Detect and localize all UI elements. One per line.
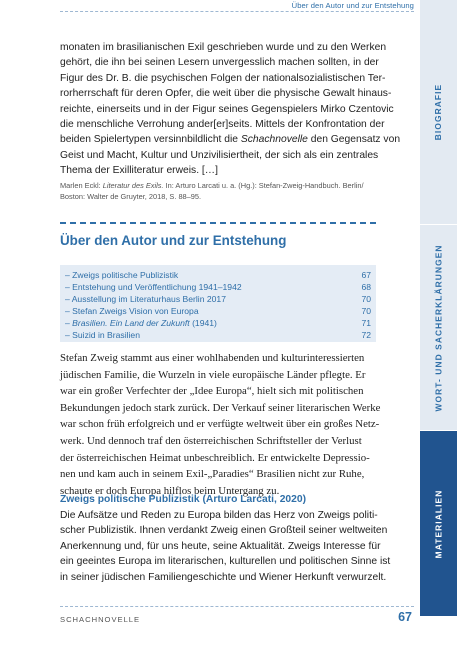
text-line: nen und kam auch in seinem Exil-„Paradies“ Brasilien nicht zur Ruhe, — [60, 468, 365, 481]
page-number: 67 — [398, 610, 412, 624]
quote-paragraph — [60, 40, 404, 179]
chapter-sidebar — [420, 0, 457, 648]
text-line: Anerkennung und, für uns heute, seine Aktualität. Zweigs Interesse für — [60, 540, 381, 552]
text-line: Bekundungen jedoch stark zurück. Der Verkauf seiner literarischen Werke — [60, 401, 381, 414]
toc-item-title: – Suizid in Brasilien — [65, 330, 140, 340]
toc-year: (1941) — [189, 318, 217, 328]
toc-item[interactable] — [65, 270, 371, 282]
toc-dash: – — [65, 318, 73, 328]
toc-item-page: 68 — [361, 282, 371, 292]
tab-materialien-label: MATERIALIEN — [433, 489, 444, 558]
footer-book-title: SCHACHNOVELLE — [60, 615, 141, 624]
text-line: reichte, einerseits und in der Figur seines Gegenspielers Mirko Czentovic — [60, 103, 394, 115]
toc-item-title — [65, 318, 217, 328]
text-line: scher Publizistik. Ihnen verdankt Zweig einen Großteil seiner weltweiten — [60, 525, 388, 537]
intro-paragraph — [60, 350, 404, 499]
text-line: in seiner jüdischen Familiengeschichte und Wiener Herkunft verwurzelt. — [60, 571, 387, 583]
citation-title: Literatur des Exils. — [102, 181, 164, 190]
toc-item[interactable] — [65, 306, 371, 318]
text-line: Die Aufsätze und Reden zu Europa bilden das Herz von Zweigs politi- — [60, 510, 378, 521]
section-divider — [60, 222, 376, 224]
toc-item[interactable] — [65, 318, 371, 330]
toc-item-page: 67 — [361, 270, 371, 280]
work-title: Schachnovelle — [240, 134, 308, 146]
tab-wort-label: WORT- UND SACHERKLÄRUNGEN — [433, 243, 444, 412]
toc-item-page: 72 — [361, 330, 371, 340]
text-fragment: den Gegensatz von — [307, 134, 401, 146]
text-line: der österreichischen Heimat unbeschreiblich. Er entwickelte Depressio- — [60, 451, 370, 464]
toc-item-page: 70 — [361, 294, 371, 304]
tab-wort-und-sacherklaerungen[interactable] — [420, 225, 457, 430]
text-line: war ein großer Verfechter der „Idee Europa“, hielt sich mit politischen — [60, 385, 364, 398]
toc-item[interactable] — [65, 330, 371, 342]
citation-line: Boston: Walter de Gruyter, 2018, S. 88–95. — [60, 192, 202, 201]
toc-item-title: – Stefan Zweigs Vision von Europa — [65, 306, 199, 316]
header-divider — [60, 11, 414, 12]
toc-item-title: – Zweigs politische Publizistik — [65, 270, 179, 280]
toc-item-page: 71 — [361, 318, 371, 328]
tab-biografie[interactable] — [420, 0, 457, 224]
text-line: Stefan Zweig stammt aus einer wohlhabenden und kulturinteressierten — [60, 352, 365, 364]
toc-item-title: – Entstehung und Veröffentlichung 1941–1942 — [65, 282, 242, 292]
citation-author: Marlen Eckl: — [60, 181, 103, 190]
text-line: war schon früh erfolgreich und er verfügte weltweit über ein großes Netz- — [60, 418, 380, 431]
subsection-paragraph — [60, 508, 404, 585]
footer-divider — [60, 606, 414, 607]
toc-item[interactable] — [65, 294, 371, 306]
text-line: jüdischen Familie, die Wurzeln in viele europäische Länder pflegte. Er — [60, 368, 366, 381]
source-citation — [60, 180, 390, 202]
text-line: werk. Und dennoch traf den österreichischen Schriftsteller der Verlust — [60, 434, 362, 447]
section-title: Über den Autor und zur Entstehung — [60, 233, 287, 248]
text-line: gehört, die ihn bei seinen Lesern unvergesslich machen sollten, in der — [60, 57, 379, 69]
text-line: Figur des Dr. B. die psychischen Folgen der nationalsozialistischen Ter- — [60, 72, 386, 84]
toc-item-title: – Ausstellung im Literaturhaus Berlin 2017 — [65, 294, 226, 304]
text-line: Thema der Exilliteratur erweis. […] — [60, 165, 218, 177]
text-line: monaten im brasilianischen Exil geschrieben wurde und zu den Werken — [60, 42, 387, 53]
text-line: ein geeintes Europa im literarischen, kulturellen und politischen Sinne ist — [60, 556, 391, 568]
toc-work-title: Brasilien. Ein Land der Zukunft — [72, 318, 190, 328]
text-line — [60, 132, 404, 147]
tab-materialien[interactable] — [420, 431, 457, 616]
text-fragment: beiden Spielertypen versinnbildlicht die — [60, 134, 241, 146]
toc-item-page: 70 — [361, 306, 371, 316]
toc-item[interactable] — [65, 282, 371, 294]
subsection-title: Zweigs politische Publizistik (Arturo Larcati, 2020) — [60, 494, 307, 505]
text-line: schaute er doch Europa hilflos beim Untergang zu. — [60, 484, 280, 497]
citation-line — [60, 180, 390, 191]
text-line: rorherrschaft für deren Opfer, die weit über die physische Gewalt hinaus- — [60, 88, 392, 100]
tab-biografie-label: BIOGRAFIE — [433, 83, 444, 141]
citation-rest: In: Arturo Larcati u. a. (Hg.): Stefan-Zweig-Handbuch. Berlin/ — [163, 181, 364, 190]
text-line: Geist und Macht, Kultur und Unzivilisiertheit, der sich als ein zentrales — [60, 149, 379, 161]
running-head: Über den Autor und zur Entstehung — [291, 1, 414, 10]
text-line: die menschliche Verrohung ander[er]seits. Mittels der Konfrontation der — [60, 119, 385, 131]
toc-box — [60, 265, 376, 342]
